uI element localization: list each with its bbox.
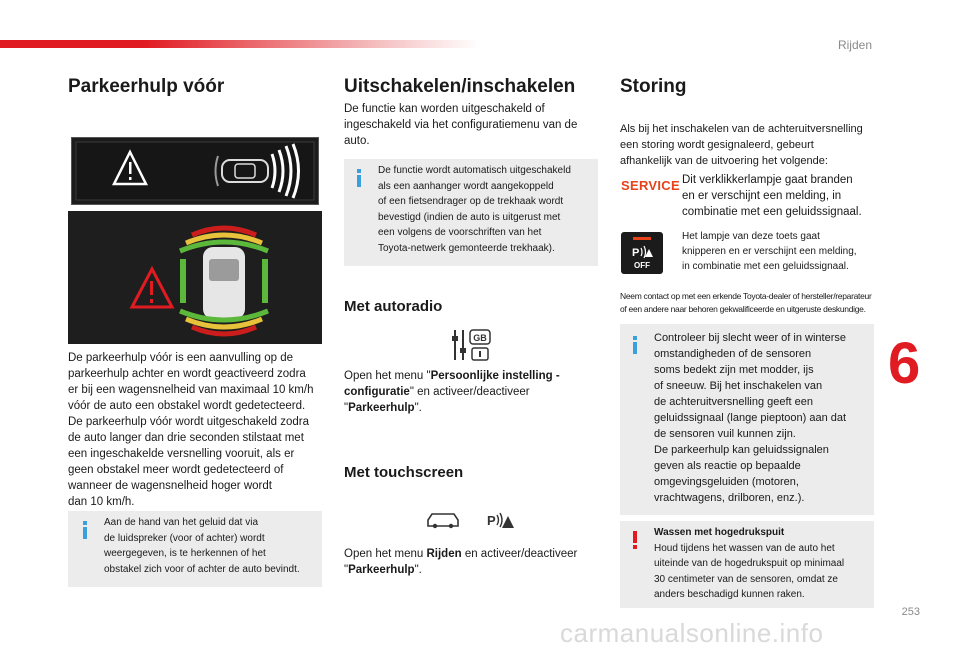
parking-sensor-icon [486,510,516,530]
sound-info-note: Aan de hand van het geluid dat via de luidspreker (voor of achter) wordt weergegeven, is te herkennen of het obstakel zich voor of achter de auto bevindt. [68,511,322,587]
disable-intro: De functie kan worden uitgeschakeld of ingeschakeld via het configuratiemenu van de auto. [344,103,578,147]
heading-disable-enable: Uitschakelen/inschakelen [344,76,576,97]
chapter-number: 6 [888,331,921,396]
pressure-washer-warning-note: Wassen met hogedrukspuit Houd tijdens het wassen van de auto het uiteinde van de hogedrukspuit op minimaal 30 centimeter van de sensoren, omdat ze anders beschadigd kunnen raken. [620,521,874,608]
car-sensor-display-icon [72,138,318,204]
header-accent-bar [0,40,480,48]
car-icon [426,510,460,530]
front-aid-description: De parkeerhulp vóór is een aanvulling op de parkeerhulp achter en wordt geactiveerd zodra er bij een wagensnelheid van maximaal 10 km/h vóór de auto een obstakel wordt gedetecteerd. De parkeerhulp vóór wordt uitgeschakeld zodra de auto langer dan drie seconden stilstaat met een ingeschakelde versnelling vooruit, als er geen obstakel meer wordt gedetecteerd of wanneer de wagensnelheid hoger wordt dan 10 km/h. [68,352,314,508]
parking-sensor-zones-image [68,211,322,344]
svg-text:P: P [487,513,496,528]
watermark: carmanualsonline.info [560,618,824,648]
heading-front-parking-aid: Parkeerhulp vóór [68,76,225,97]
malfunction-intro: Als bij het inschakelen van de achteruitversnelling een storing wordt gesignaleerd, gebeurt afhankelijk van de uitvoering het volgende: [620,123,863,167]
svg-text:OFF: OFF [634,261,650,270]
trailer-info-note: De functie wordt automatisch uitgeschakeld als een aanhanger wordt aangekoppeld of een fietsendrager op de trekhaak wordt bevestigd (indien de auto is uitgerust met een volgens de voorschriften van het Toyota-netwerk gemonteerde trekhaak). [344,159,598,266]
service-warning-icon: SERVICE [621,178,680,193]
svg-text:P: P [632,247,640,259]
service-lamp-text: Dit verklikkerlampje gaat branden en er verschijnt een melding, in combinatie met een geluidssignaal. [682,174,862,218]
park-assist-off-button-icon [621,232,663,274]
dealer-contact-text: Neem contact op met een erkende Toyota-dealer of hersteller/reparateur of een andere naar behoren gekwalificeerde en uitgeruste deskundige. [620,291,872,314]
language-badge: GB [473,333,487,343]
warning-display-image [71,137,319,205]
page-number: 253 [901,606,920,618]
heading-with-radio: Met autoradio [344,298,443,315]
radio-instructions: Open het menu "Persoonlijke instelling - configuratie" en activeer/deactiveer "Parkeerhulp". [344,370,560,414]
heading-malfunction: Storing [620,76,687,97]
touchscreen-instructions: Open het menu Rijden en activeer/deactiveer "Parkeerhulp". [344,548,578,576]
settings-sliders-icon [452,328,492,362]
heading-with-touchscreen: Met touchscreen [344,464,464,481]
section-title: Rijden [837,38,872,52]
park-button-text: Het lampje van deze toets gaat knipperen en er verschijnt een melding, in combinatie met een geluidssignaal. [682,231,857,272]
car-sensor-zones-icon [68,211,322,344]
weather-info-note: Controleer bij slecht weer of in winterse omstandigheden of de sensoren soms bedekt zijn met modder, ijs of sneeuw. Bij het inschakelen van de achteruitversnelling geeft een geluidssignaal (lange pieptoon) aan dat de sensoren vuil kunnen zijn. De parkeerhulp kan geluidssignalen geven als reactie op bepaalde omgevingsgeluiden (motoren, vrachtwagens, drilboren, enz.). [620,324,874,515]
